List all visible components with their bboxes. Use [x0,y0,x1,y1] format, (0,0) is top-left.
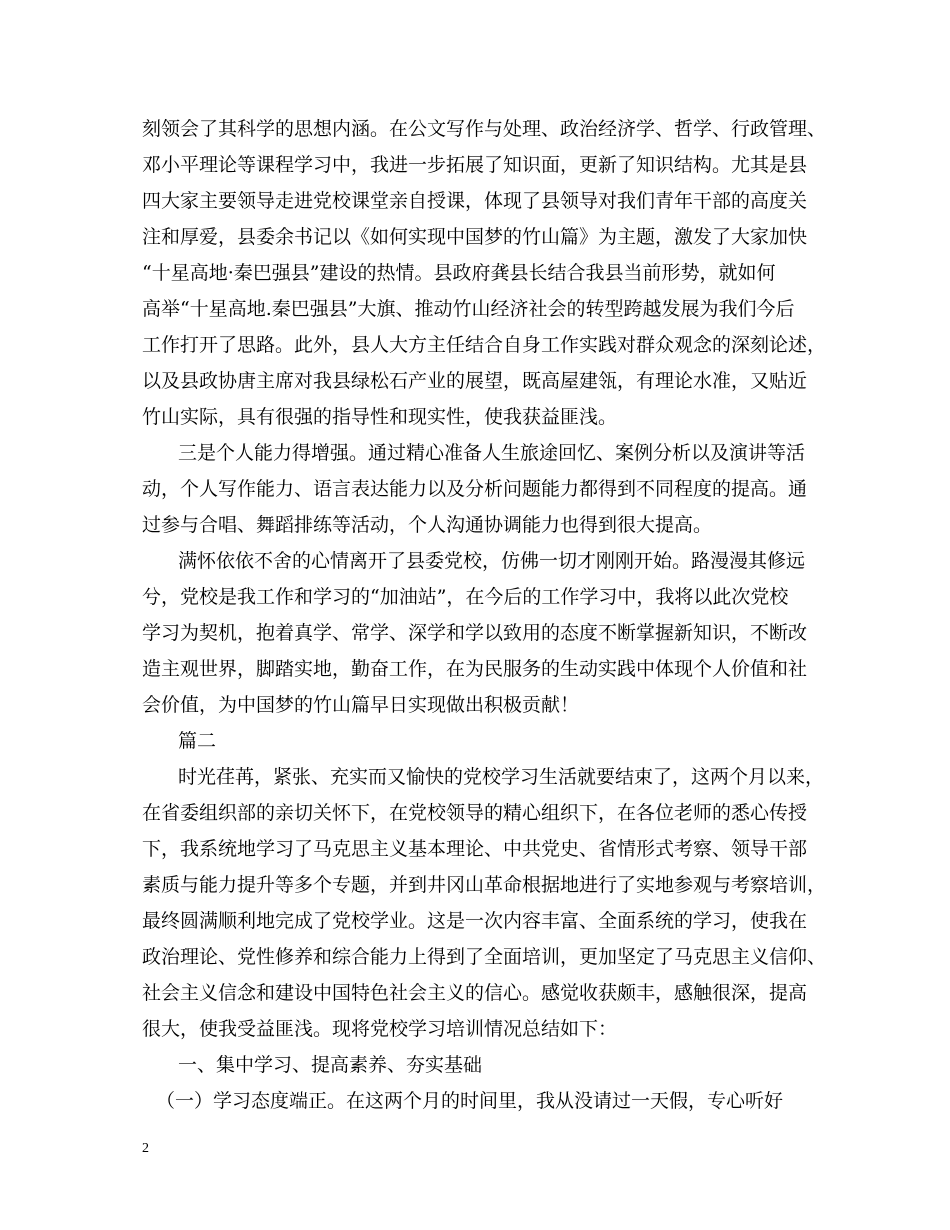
text-line: 邓小平理论等课程学习中，我进一步拓展了知识面，更新了知识结构。尤其是县 [142,154,808,176]
text-line: 以及县政协唐主席对我县绿松石产业的展望，既高屋建瓴，有理论水准，又贴近 [142,370,808,392]
text-line: 会价值，为中国梦的竹山篇早日实现做出积极贡献！ [142,694,580,716]
text-line: “十星高地·秦巴强县”建设的热情。县政府龚县长结合我县当前形势，就如何 [142,262,776,284]
page-number: 2 [142,1141,149,1156]
paragraph-start-line: 时光荏苒，紧张、充实而又愉快的党校学习生活就要结束了，这两个月以来， [178,766,825,788]
text-line: 在省委组织部的亲切关怀下，在党校领导的精心组织下，在各位老师的悉心传授 [142,802,808,824]
text-line: 政治理论、党性修养和综合能力上得到了全面培训，更加坚定了马克思主义信仰、 [142,946,827,968]
text-line: 动，个人写作能力、语言表达能力以及分析问题能力都得到不同程度的提高。通 [142,478,808,500]
paragraph-start-line: 三是个人能力得增强。通过精心准备人生旅途回忆、案例分析以及演讲等活 [178,442,806,464]
text-line: 下，我系统地学习了马克思主义基本理论、中共党史、省情形式考察、领导干部 [142,838,808,860]
text-line: 注和厚爱，县委余书记以《如何实现中国梦的竹山篇》为主题，激发了大家加快 [142,226,808,248]
text-line: 学习为契机，抱着真学、常学、深学和学以致用的态度不断掌握新知识，不断改 [142,622,808,644]
text-line: 最终圆满顺利地完成了党校学业。这是一次内容丰富、全面系统的学习，使我在 [142,910,808,932]
text-line: 素质与能力提升等多个专题，并到井冈山革命根据地进行了实地参观与考察培训， [142,874,827,896]
text-line: 竹山实际，具有很强的指导性和现实性，使我获益匪浅。 [142,406,618,428]
text-line: 兮，党校是我工作和学习的“加油站”，在今后的工作学习中，我将以此次党校 [142,586,789,608]
text-line: 社会主义信念和建设中国特色社会主义的信心。感觉收获颇丰，感触很深，提高 [142,982,808,1004]
text-line: 高举“十星高地.秦巴强县”大旗、推动竹山经济社会的转型跨越发展为我们今后 [142,298,795,320]
text-line: 四大家主要领导走进党校课堂亲自授课，体现了县领导对我们青年干部的高度关 [142,190,808,212]
text-line: 过参与合唱、舞蹈排练等活动，个人沟通协调能力也得到很大提高。 [142,514,713,536]
text-line: 工作打开了思路。此外，县人大方主任结合自身工作实践对群众观念的深刻论述， [142,334,827,356]
text-line: 刻领会了其科学的思想内涵。在公文写作与处理、政治经济学、哲学、行政管理、 [142,118,827,140]
text-line: 很大，使我受益匪浅。现将党校学习培训情况总结如下： [142,1018,618,1040]
text-line: 造主观世界，脚踏实地，勤奋工作，在为民服务的生动实践中体现个人价值和社 [142,658,808,680]
subsection-heading: 一、集中学习、提高素养、夯实基础 [178,1054,483,1076]
paragraph-start-line: 满怀依依不舍的心情离开了县委党校，仿佛一切才刚刚开始。路漫漫其修远 [178,550,806,572]
section-heading: 篇二 [178,730,217,752]
paragraph-start-line: （一）学习态度端正。在这两个月的时间里，我从没请过一天假，专心听好 [156,1090,784,1112]
